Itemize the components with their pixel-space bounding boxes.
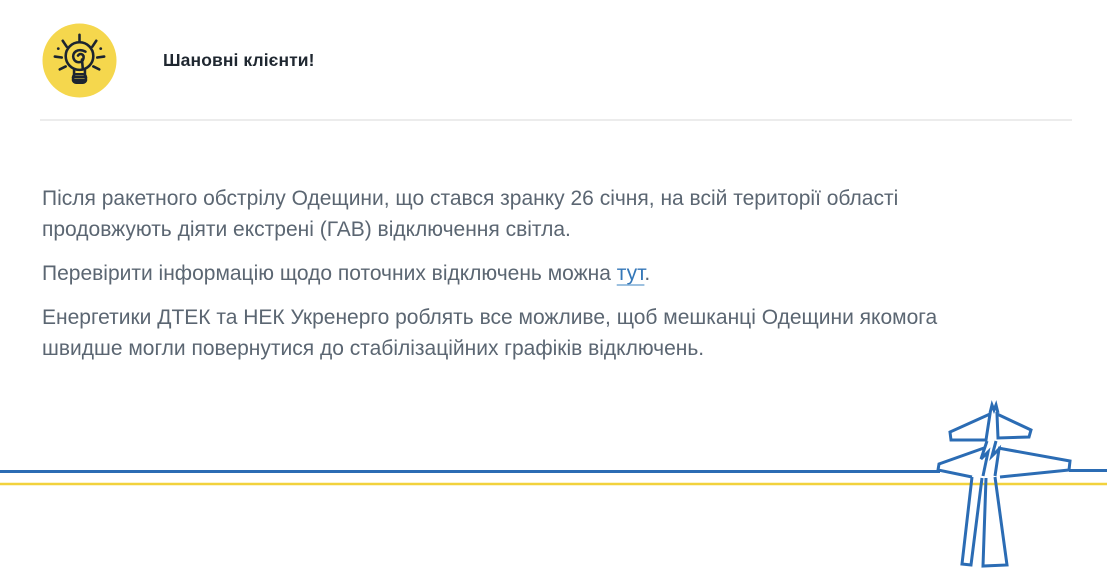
paragraph-check-suffix: . [644, 262, 651, 285]
lightbulb-icon [42, 23, 117, 98]
header-divider [40, 119, 1072, 121]
paragraph-outage-info: Після ракетного обстрілу Одещини, що стався зранку 26 січня, на всій території області продовжують діяти екстрені (ГАВ) відключення світла. [42, 187, 899, 241]
outage-info-link[interactable]: тут [616, 262, 645, 285]
paragraph-check-prefix: Перевірити інформацію щодо поточних відключень можна [42, 262, 617, 285]
header [0, 0, 1107, 98]
paragraph-dtek-efforts: Енергетики ДТЕК та НЕК Укренерго роблять все можливе, щоб мешканці Одещини якомога швидше могли повернутися до стабілізаційних графіків відключень. [42, 306, 938, 360]
announcement-body [42, 183, 962, 364]
page-title: Шановні клієнти! [163, 50, 315, 70]
power-pylon-icon [938, 405, 1070, 566]
paragraph-check-info [42, 258, 962, 289]
